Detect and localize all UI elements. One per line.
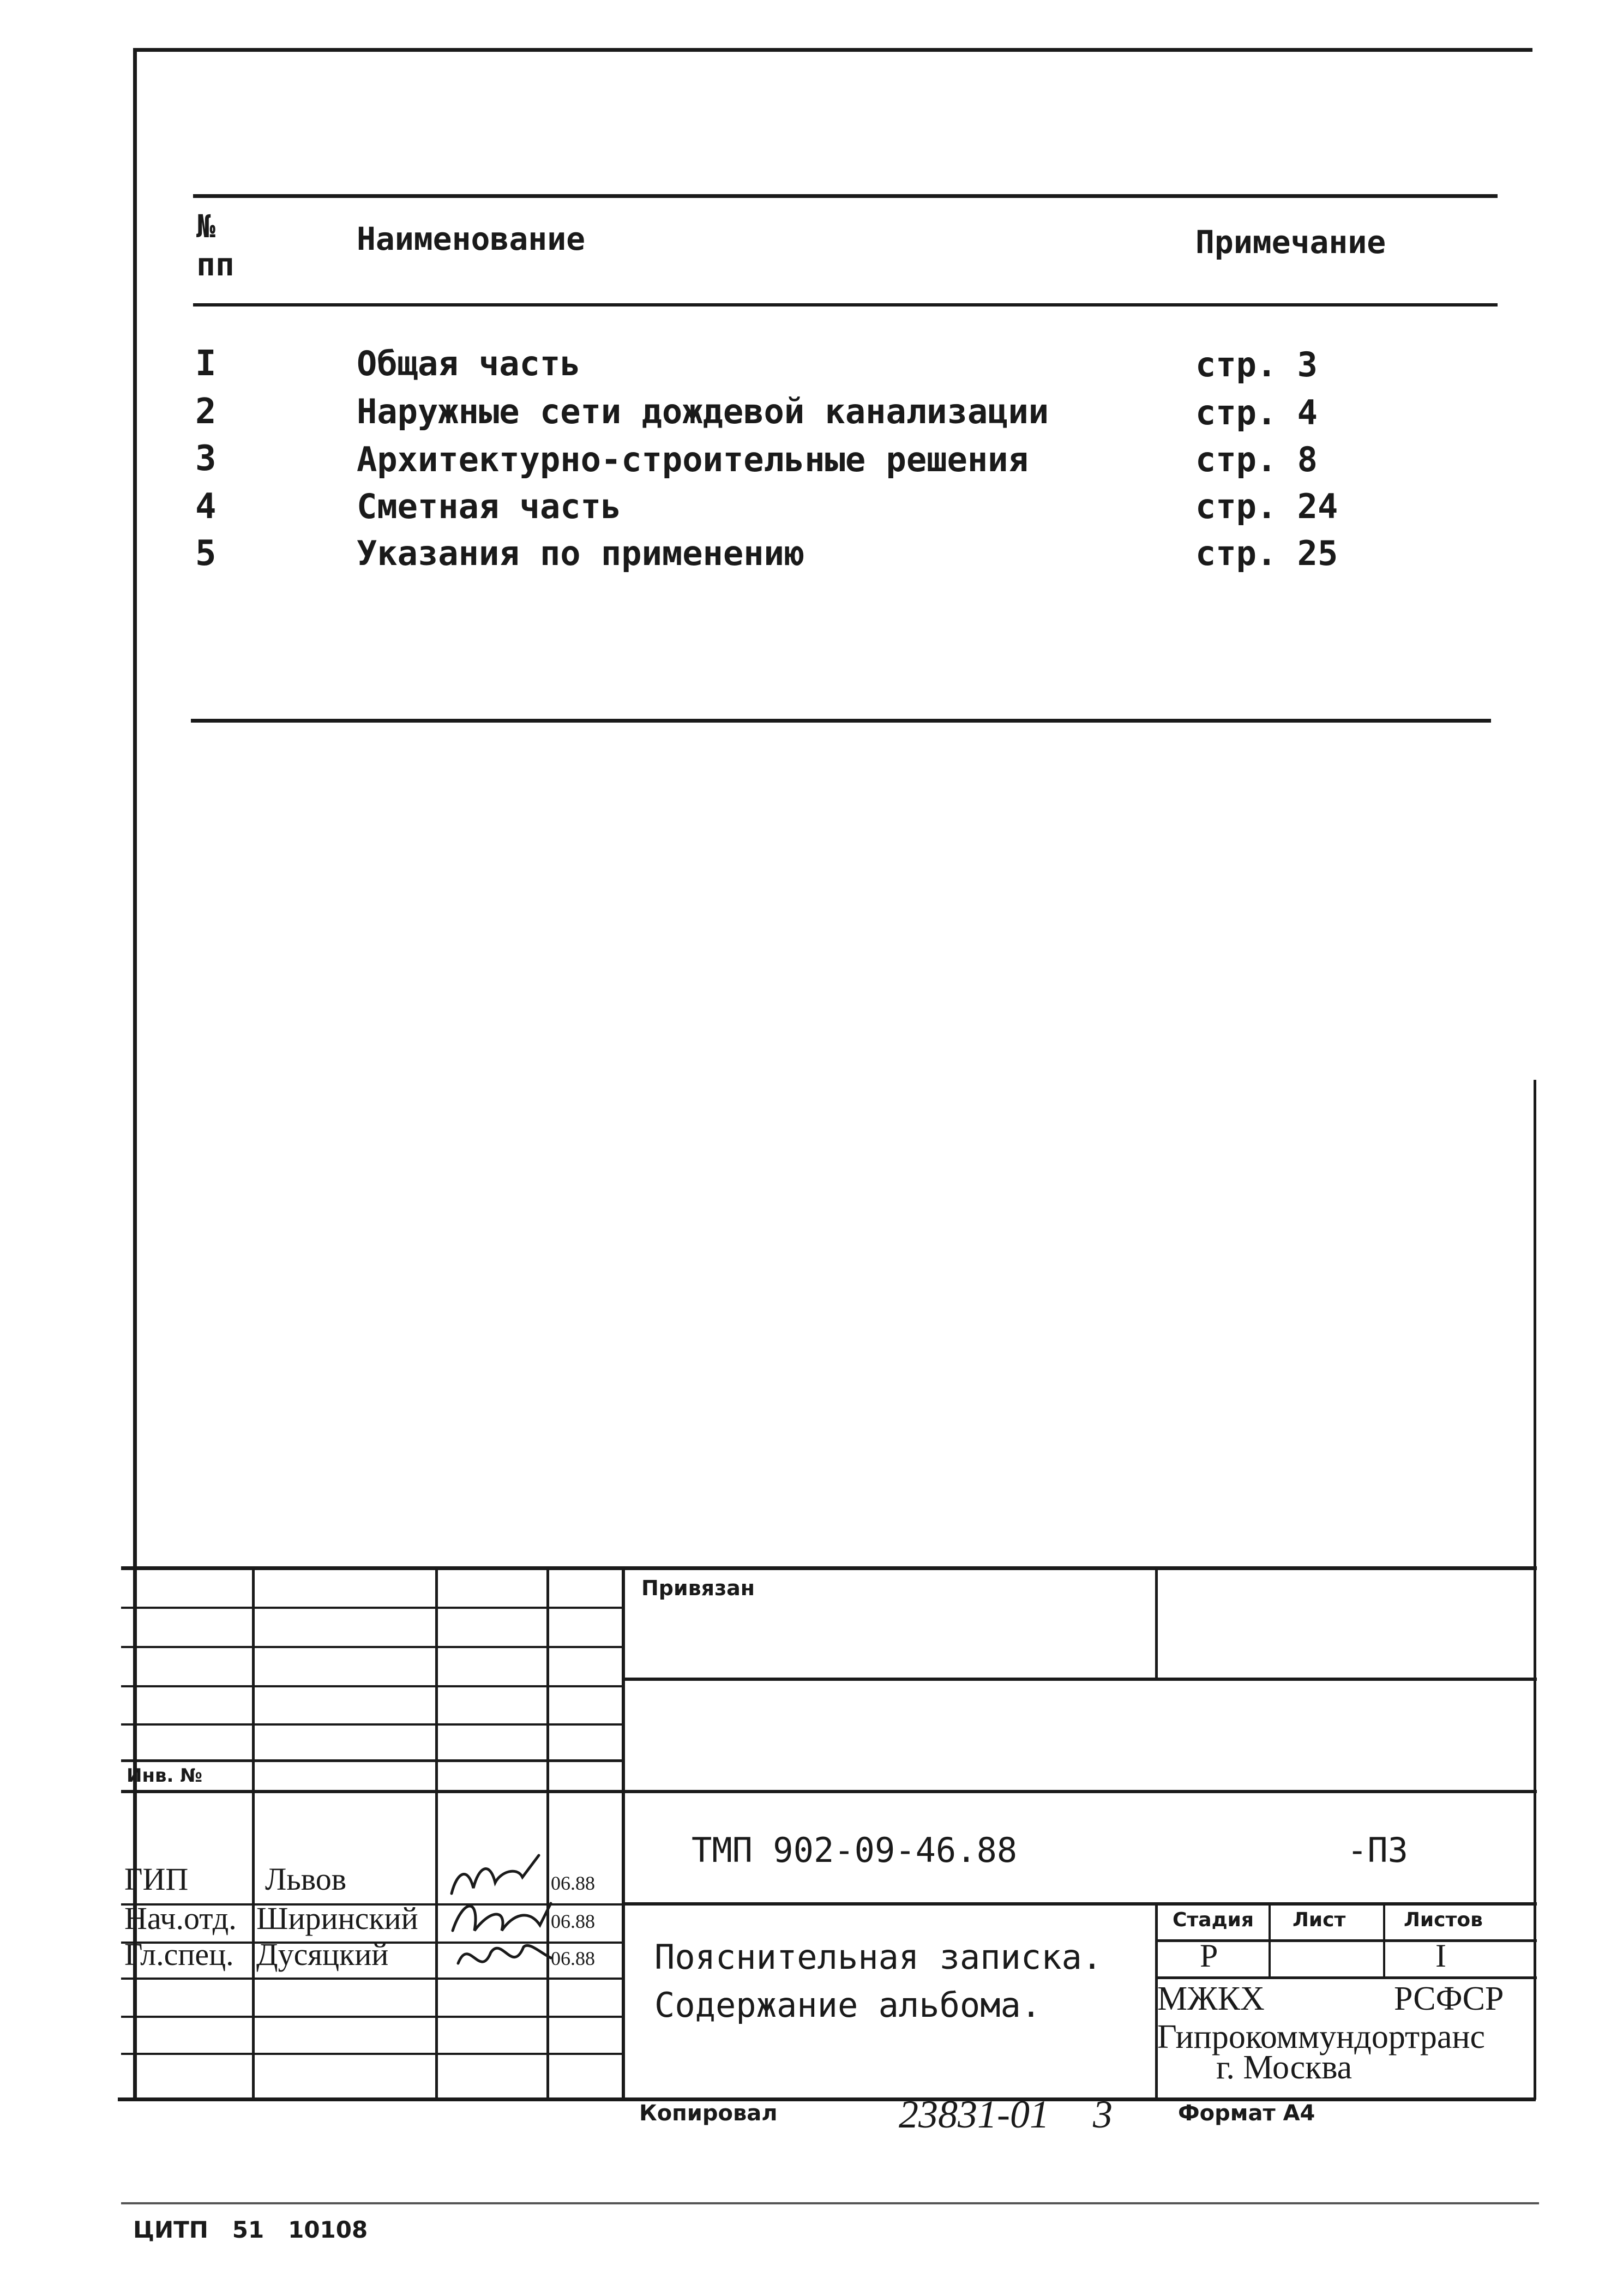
table-header-rule — [193, 303, 1498, 306]
document-title-line2: Содержание альбома. — [654, 1985, 1042, 2025]
stage-label: Стадия — [1173, 1909, 1254, 1931]
document-title-line1: Пояснительная записка. — [654, 1937, 1103, 1977]
column-header-number-line1: № — [196, 208, 215, 245]
table-row-1-name: Общая часть — [357, 344, 581, 383]
table-row-2-note: стр. 4 — [1195, 393, 1318, 432]
signatory-3-role: Гл.спец. — [124, 1937, 234, 1972]
signatory-1-name: Львов — [265, 1861, 347, 1897]
stamp-v-col3 — [546, 1566, 549, 2099]
inventory-number-label: Инв. № — [127, 1765, 203, 1787]
table-row-5-number: 5 — [195, 533, 217, 574]
table-top-rule — [193, 194, 1498, 198]
stamp-v-main — [622, 1566, 625, 2099]
signature-3 — [447, 1931, 556, 1985]
sheets-value: I — [1435, 1938, 1446, 1974]
table-row-3-note: стр. 8 — [1195, 440, 1318, 479]
table-bottom-rule — [191, 719, 1491, 723]
stamp-line-title-top — [623, 1902, 1537, 1906]
sheets-label: Листов — [1404, 1909, 1483, 1931]
signatory-2-name: Ширинский — [256, 1901, 418, 1936]
signatory-1-date: 06.88 — [551, 1872, 595, 1894]
column-header-name: Наименование — [357, 220, 586, 257]
signatory-3-name: Дусяцкий — [256, 1937, 389, 1972]
stamp-v-col1 — [252, 1566, 255, 2099]
table-row-4-name: Сметная часть — [357, 486, 622, 526]
stamp-line-code-top — [121, 1790, 1537, 1793]
organization-ministry: МЖКХ — [1157, 1980, 1265, 2017]
stamp-v-stage-1 — [1269, 1902, 1271, 1978]
table-row-5-name: Указания по применению — [357, 533, 805, 573]
stage-value: Р — [1200, 1938, 1218, 1974]
page-number: 3 — [1093, 2093, 1113, 2136]
frame-right-line — [1534, 1080, 1536, 2100]
copied-label: Копировал — [639, 2101, 778, 2126]
stamp-line-stage-bottom — [1156, 1976, 1537, 1979]
table-row-4-note: стр. 24 — [1195, 486, 1338, 526]
column-header-number-line2: пп — [196, 246, 235, 283]
table-row-2-number: 2 — [195, 392, 217, 432]
stamp-v-attached-right — [1155, 1566, 1158, 1679]
table-row-1-note: стр. 3 — [1195, 345, 1318, 384]
column-header-note: Примечание — [1195, 224, 1386, 261]
stamp-line-attached — [623, 1678, 1537, 1681]
table-row-3-name: Архитектурно-строительные решения — [357, 440, 1029, 479]
organization-city: г. Москва — [1216, 2049, 1352, 2086]
stamp-v-stage-2 — [1383, 1902, 1385, 1978]
table-row-1-number: I — [195, 344, 217, 384]
frame-top-line — [134, 48, 1532, 52]
signatory-1-role: ГИП — [124, 1861, 189, 1897]
signatory-3-date: 06.88 — [551, 1948, 595, 1969]
table-row-4-number: 4 — [195, 486, 217, 527]
table-row-5-note: стр. 25 — [1195, 533, 1338, 573]
document-number: 23831-01 — [899, 2093, 1049, 2136]
printer-mark: ЦИТП 51 10108 — [133, 2216, 368, 2243]
attached-label: Привязан — [641, 1576, 755, 1600]
table-row-2-name: Наружные сети дождевой канализации — [357, 392, 1049, 431]
table-row-3-number: 3 — [195, 438, 217, 479]
document-code: ТМП 902-09-46.88 — [692, 1830, 1018, 1870]
organization-republic: РСФСР — [1394, 1980, 1504, 2017]
document-code-suffix: -ПЗ — [1347, 1830, 1408, 1870]
column-header-number — [196, 207, 235, 284]
signatory-2-role: Нач.отд. — [124, 1901, 237, 1936]
frame-bottom-line — [118, 2097, 1536, 2101]
stamp-v-col2 — [435, 1566, 438, 2099]
stamp-top-line — [121, 1566, 1537, 1570]
footer-rule — [121, 2202, 1539, 2204]
organization-name: Гипрокоммундортранс — [1157, 2018, 1486, 2055]
format-label: Формат А4 — [1178, 2101, 1315, 2126]
signatory-2-date: 06.88 — [551, 1910, 595, 1932]
sheet-label: Лист — [1293, 1909, 1346, 1931]
